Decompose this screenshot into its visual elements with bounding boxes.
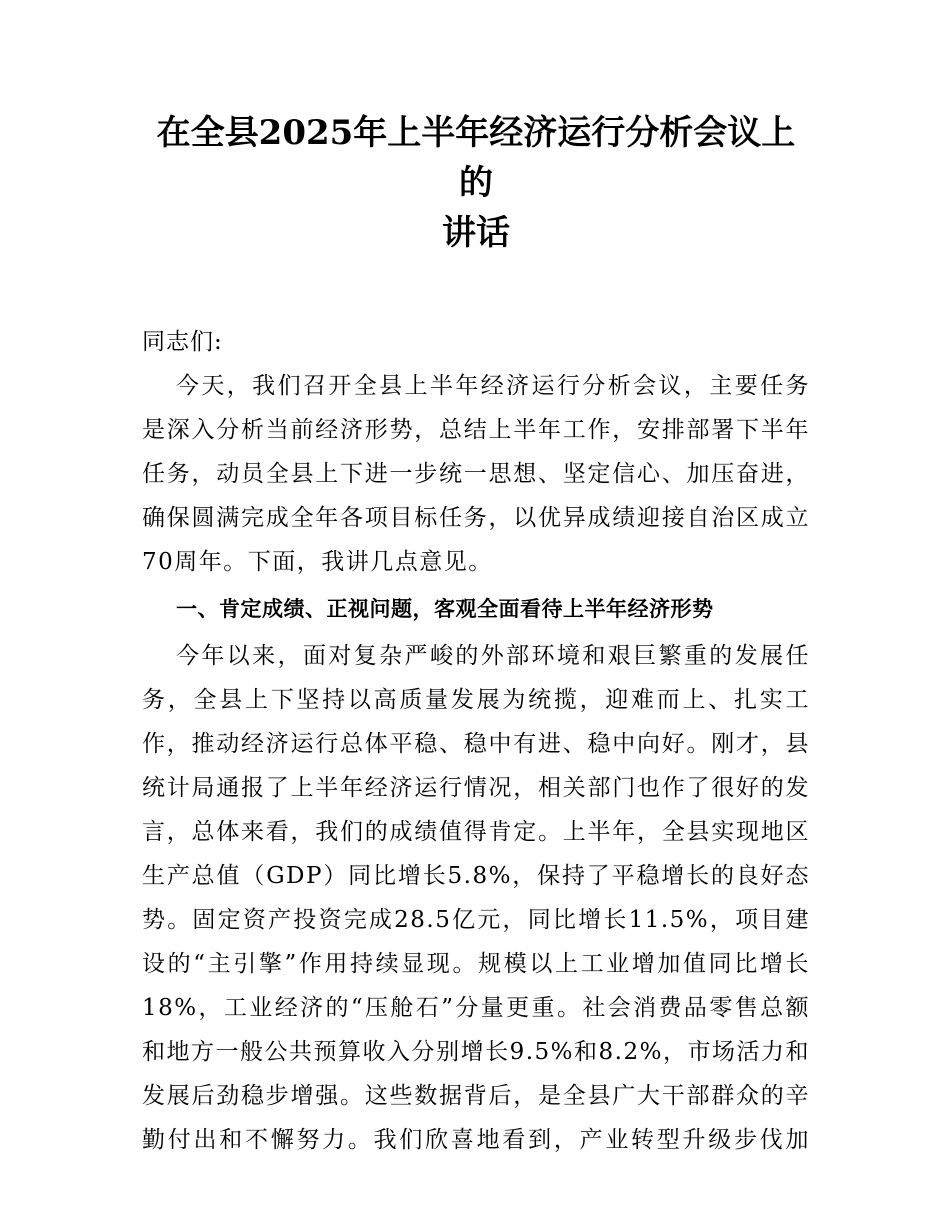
section-paragraph bbox=[142, 634, 810, 1162]
paragraph-line: 今天，我们召开全县上半年经济运行分析会议，主要任务 bbox=[176, 373, 810, 399]
paragraph-line: 确保圆满完成全年各项目标任务，以优异成绩迎接自治区成立 bbox=[142, 505, 810, 531]
document-title bbox=[142, 108, 810, 258]
paragraph-line: 是深入分析当前经济形势，总结上半年工作，安排部署下半年 bbox=[142, 417, 810, 443]
paragraph-line: 作，推动经济运行总体平稳、稳中有进、稳中向好。刚才，县 bbox=[142, 731, 810, 757]
section-heading: 一、肯定成绩、正视问题，客观全面看待上半年经济形势 bbox=[176, 597, 714, 621]
paragraph-line: 今年以来，面对复杂严峻的外部环境和艰巨繁重的发展任 bbox=[176, 643, 810, 669]
paragraph-line: 70周年。下面，我讲几点意见。 bbox=[142, 549, 493, 575]
paragraph-line: 设的“主引擎”作用持续显现。规模以上工业增加值同比增长 bbox=[142, 951, 810, 977]
paragraph-line: 统计局通报了上半年经济运行情况，相关部门也作了很好的发 bbox=[142, 775, 810, 801]
paragraph-line: 务，全县上下坚持以高质量发展为统揽，迎难而上、扎实工 bbox=[142, 687, 810, 713]
title-line: 讲话 bbox=[442, 213, 510, 253]
title-line: 在全县2025年上半年经济运行分析会议上的 bbox=[156, 113, 796, 203]
paragraph-line: 18%，工业经济的“压舱石”分量更重。社会消费品零售总额 bbox=[142, 995, 810, 1021]
paragraph-line: 任务，动员全县上下进一步统一思想、坚定信心、加压奋进， bbox=[142, 461, 810, 487]
paragraph-line: 勤付出和不懈努力。我们欣喜地看到，产业转型升级步伐加 bbox=[142, 1127, 810, 1153]
paragraph-line: 和地方一般公共预算收入分别增长9.5%和8.2%，市场活力和 bbox=[142, 1039, 810, 1065]
paragraph-line: 势。固定资产投资完成28.5亿元，同比增长11.5%，项目建 bbox=[142, 907, 810, 933]
paragraph-line: 言，总体来看，我们的成绩值得肯定。上半年，全县实现地区 bbox=[142, 819, 810, 845]
paragraph-line: 发展后劲稳步增强。这些数据背后，是全县广大干部群众的辛 bbox=[142, 1083, 810, 1109]
paragraph-line: 生产总值（GDP）同比增长5.8%，保持了平稳增长的良好态 bbox=[142, 863, 810, 889]
opening-paragraph bbox=[142, 364, 810, 584]
salutation: 同志们: bbox=[142, 329, 223, 355]
